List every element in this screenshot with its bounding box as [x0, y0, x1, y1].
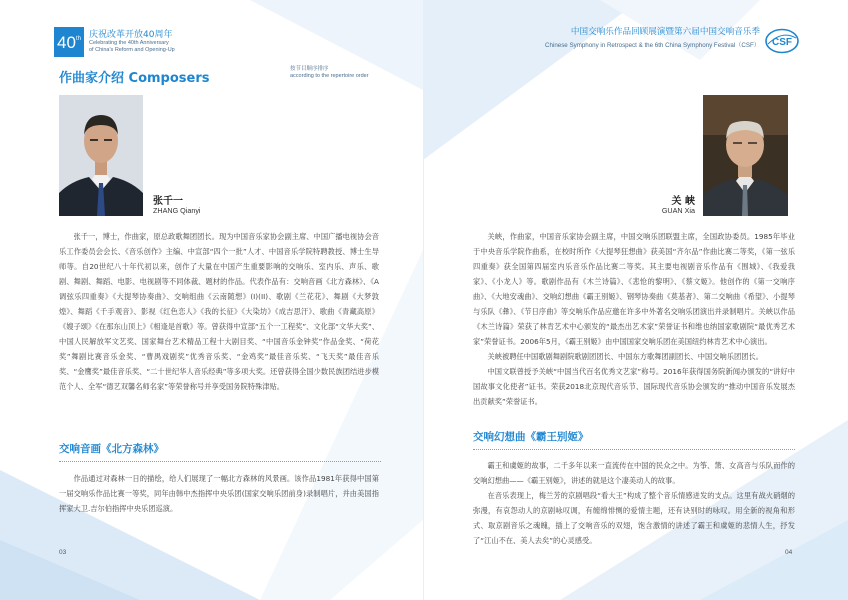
composer1-work-title: 交响音画《北方森林》	[59, 443, 164, 455]
anniversary-en-line-1: Celebrating the 40th Anniversary	[89, 40, 169, 46]
dotted-divider	[59, 461, 381, 462]
anniversary-badge: 40th	[54, 27, 84, 57]
deco-triangle-top-center	[423, 0, 640, 160]
dotted-divider	[473, 449, 795, 450]
work-paragraph: 在音乐表现上，梅兰芳的京剧唱段“看大王”构成了整个音乐情感迸发的支点。这里有战火硝烟的弥漫，有哀怨动人的京剧咏叹调，有缠绵悱恻的爱情主题，还有诀别时的咏叹。用全新的视角和形式、取京剧音乐之魂魄，插上了交响音乐的双翅，饱含激情的讲述了霸王和虞姬的悲情人生，抒发了“江山不在、美人去矣”的心灵感受。	[473, 491, 795, 545]
csf-logo	[765, 28, 799, 54]
portrait-photo	[59, 95, 143, 216]
composer2-bio	[473, 229, 795, 409]
composer1-name-en: ZHANG Qianyi	[153, 206, 201, 215]
composer2-name-cn: 关 峡	[671, 196, 695, 207]
section-title: 作曲家介绍 Composers	[59, 71, 210, 86]
composer1-work-description	[59, 471, 379, 516]
portrait-guan-xia	[703, 95, 788, 216]
bio-paragraph: 中国文联曾授予关峡“中国当代百名优秀文艺家”称号。2016年获得国务院新闻办颁发的“讲好中国故事文化使者”证书。荣获2018北京现代音乐节、国际现代音乐协会颁发的“推动中国音乐发展杰出贡献奖”荣誉证书。	[473, 367, 795, 406]
composer1-name-cn: 张千一	[153, 196, 183, 207]
work-paragraph: 作品通过对森林一日的描绘，给人们展现了一幅北方森林的风景画。该作品1981年获得中国第一届交响乐作品比赛一等奖，同年由韩中杰指挥中央乐团(国家交响乐团前身)录制唱片，并由美国指挥家大卫.吉尔伯指挥中央乐团巡演。	[59, 474, 379, 513]
csf-logo-text: CSF	[772, 37, 792, 48]
festival-title-cn: 中国交响乐作品回顾展演暨第六届中国交响音乐季	[570, 27, 760, 37]
order-note	[290, 66, 369, 80]
page-number-right: 04	[785, 549, 793, 556]
composer2-work-description	[473, 458, 795, 548]
composer2-work-title: 交响幻想曲《霸王别姬》	[473, 431, 589, 443]
composer1-bio	[59, 229, 379, 394]
bio-paragraph: 张千一，博士，作曲家，原总政歌舞团团长。现为中国音乐家协会副主席、中国广播电视协会音乐工作委员会会长、《音乐创作》主编、中宣部“四个一批”人才、中国音乐学院特聘教授、博士生导师等。自20世纪八十年代初以来，创作了大量在中国产生重要影响的交响乐、室内乐、声乐、歌剧、舞剧、舞蹈、电影、电视剧等不同体裁、题材的作品。代表作品有：交响音画《北方森林》、《A调弦乐四重奏》《大提琴协奏曲》、交响组曲《云南随想》(I)(II)、歌剧《兰花花》、舞剧《大梦敦煌》、舞蹈《千手观音》、影视《红色恋人》《我的长征》《大染坊》《成吉思汗》、歌曲《青藏高原》《嫂子颂》《在那东山顶上》《相逢是首歌》等。曾获得中宣部“五个一工程奖”、文化部“文华大奖”、中国人民解放军文艺奖、国家舞台艺术精品工程十大剧目奖、“中国音乐金钟奖”作品金奖、“荷花奖”舞剧比赛音乐金奖、“曹禺戏剧奖”优秀音乐奖、“金鸡奖”最佳音乐奖、“飞天奖”最佳音乐奖、“金鹰奖”最佳音乐奖、“二十世纪华人音乐经典”等多项大奖。还曾获得全国少数民族团结进步模范个人、全军“德艺双馨名师名家”等荣誉称号并享受国务院特殊津贴。	[59, 232, 379, 391]
order-note-cn: 按节目顺序排序	[290, 66, 329, 72]
page-number-left: 03	[59, 549, 67, 556]
portrait-photo	[703, 95, 788, 216]
bio-paragraph: 关峡被聘任中国歌剧舞剧院歌剧团团长、中国东方歌舞团副团长、中国交响乐团团长。	[487, 352, 764, 361]
anniversary-title-en	[89, 40, 229, 54]
portrait-zhang-qianyi	[59, 95, 143, 216]
anniversary-en-line-2: of China's Reform and Opening-Up	[89, 47, 175, 53]
anniversary-title-cn: 庆祝改革开放40周年	[89, 30, 173, 40]
festival-title-en: Chinese Symphony in Retrospect & the 6th China Symphony Festival（CSF）	[545, 42, 760, 49]
composer2-name-en: GUAN Xia	[661, 206, 695, 215]
order-note-en: according to the repertoire order	[290, 73, 369, 79]
bio-paragraph: 关峡，作曲家，中国音乐家协会副主席，中国交响乐团联盟主席，全国政协委员。1985年毕业于中央音乐学院作曲系，在校时所作《大提琴狂想曲》获美国“齐尔品”作曲比赛二等奖，《第一弦乐四重奏》获全国第四届室内乐音乐作品比赛二等奖。其主要电视剧音乐作品有《围城》、《我爱我家》、《小龙人》等。歌剧作品有《木兰诗篇》、《悲怆的黎明》、《蔡文姬》。他创作的《第一交响序曲》、《大地安魂曲》、交响幻想曲《霸王别姬》、钢琴协奏曲《莫基者》、第二交响曲《希望》、小提琴与乐队《彝》、《节日序曲》等交响乐作品应邀在许多中外著名交响乐团演出并录制唱片。关峡以作品《木兰诗篇》荣获了林肯艺术中心颁发的“最杰出艺术家”荣誉证书和维也纳国家歌剧院“最优秀艺术家”荣誉证书。2006年5月，《霸王别姬》由中国国家交响乐团在美国纽约林肯艺术中心演出。	[473, 232, 795, 346]
work-paragraph: 霸王和虞姬的故事，二千多年以来一直流传在中国的民众之中。为筝、箫、女高音与乐队而作的交响幻想曲——《霸王别姬》，讲述的就是这个凄美动人的故事。	[473, 461, 795, 485]
page-divider	[423, 0, 424, 600]
